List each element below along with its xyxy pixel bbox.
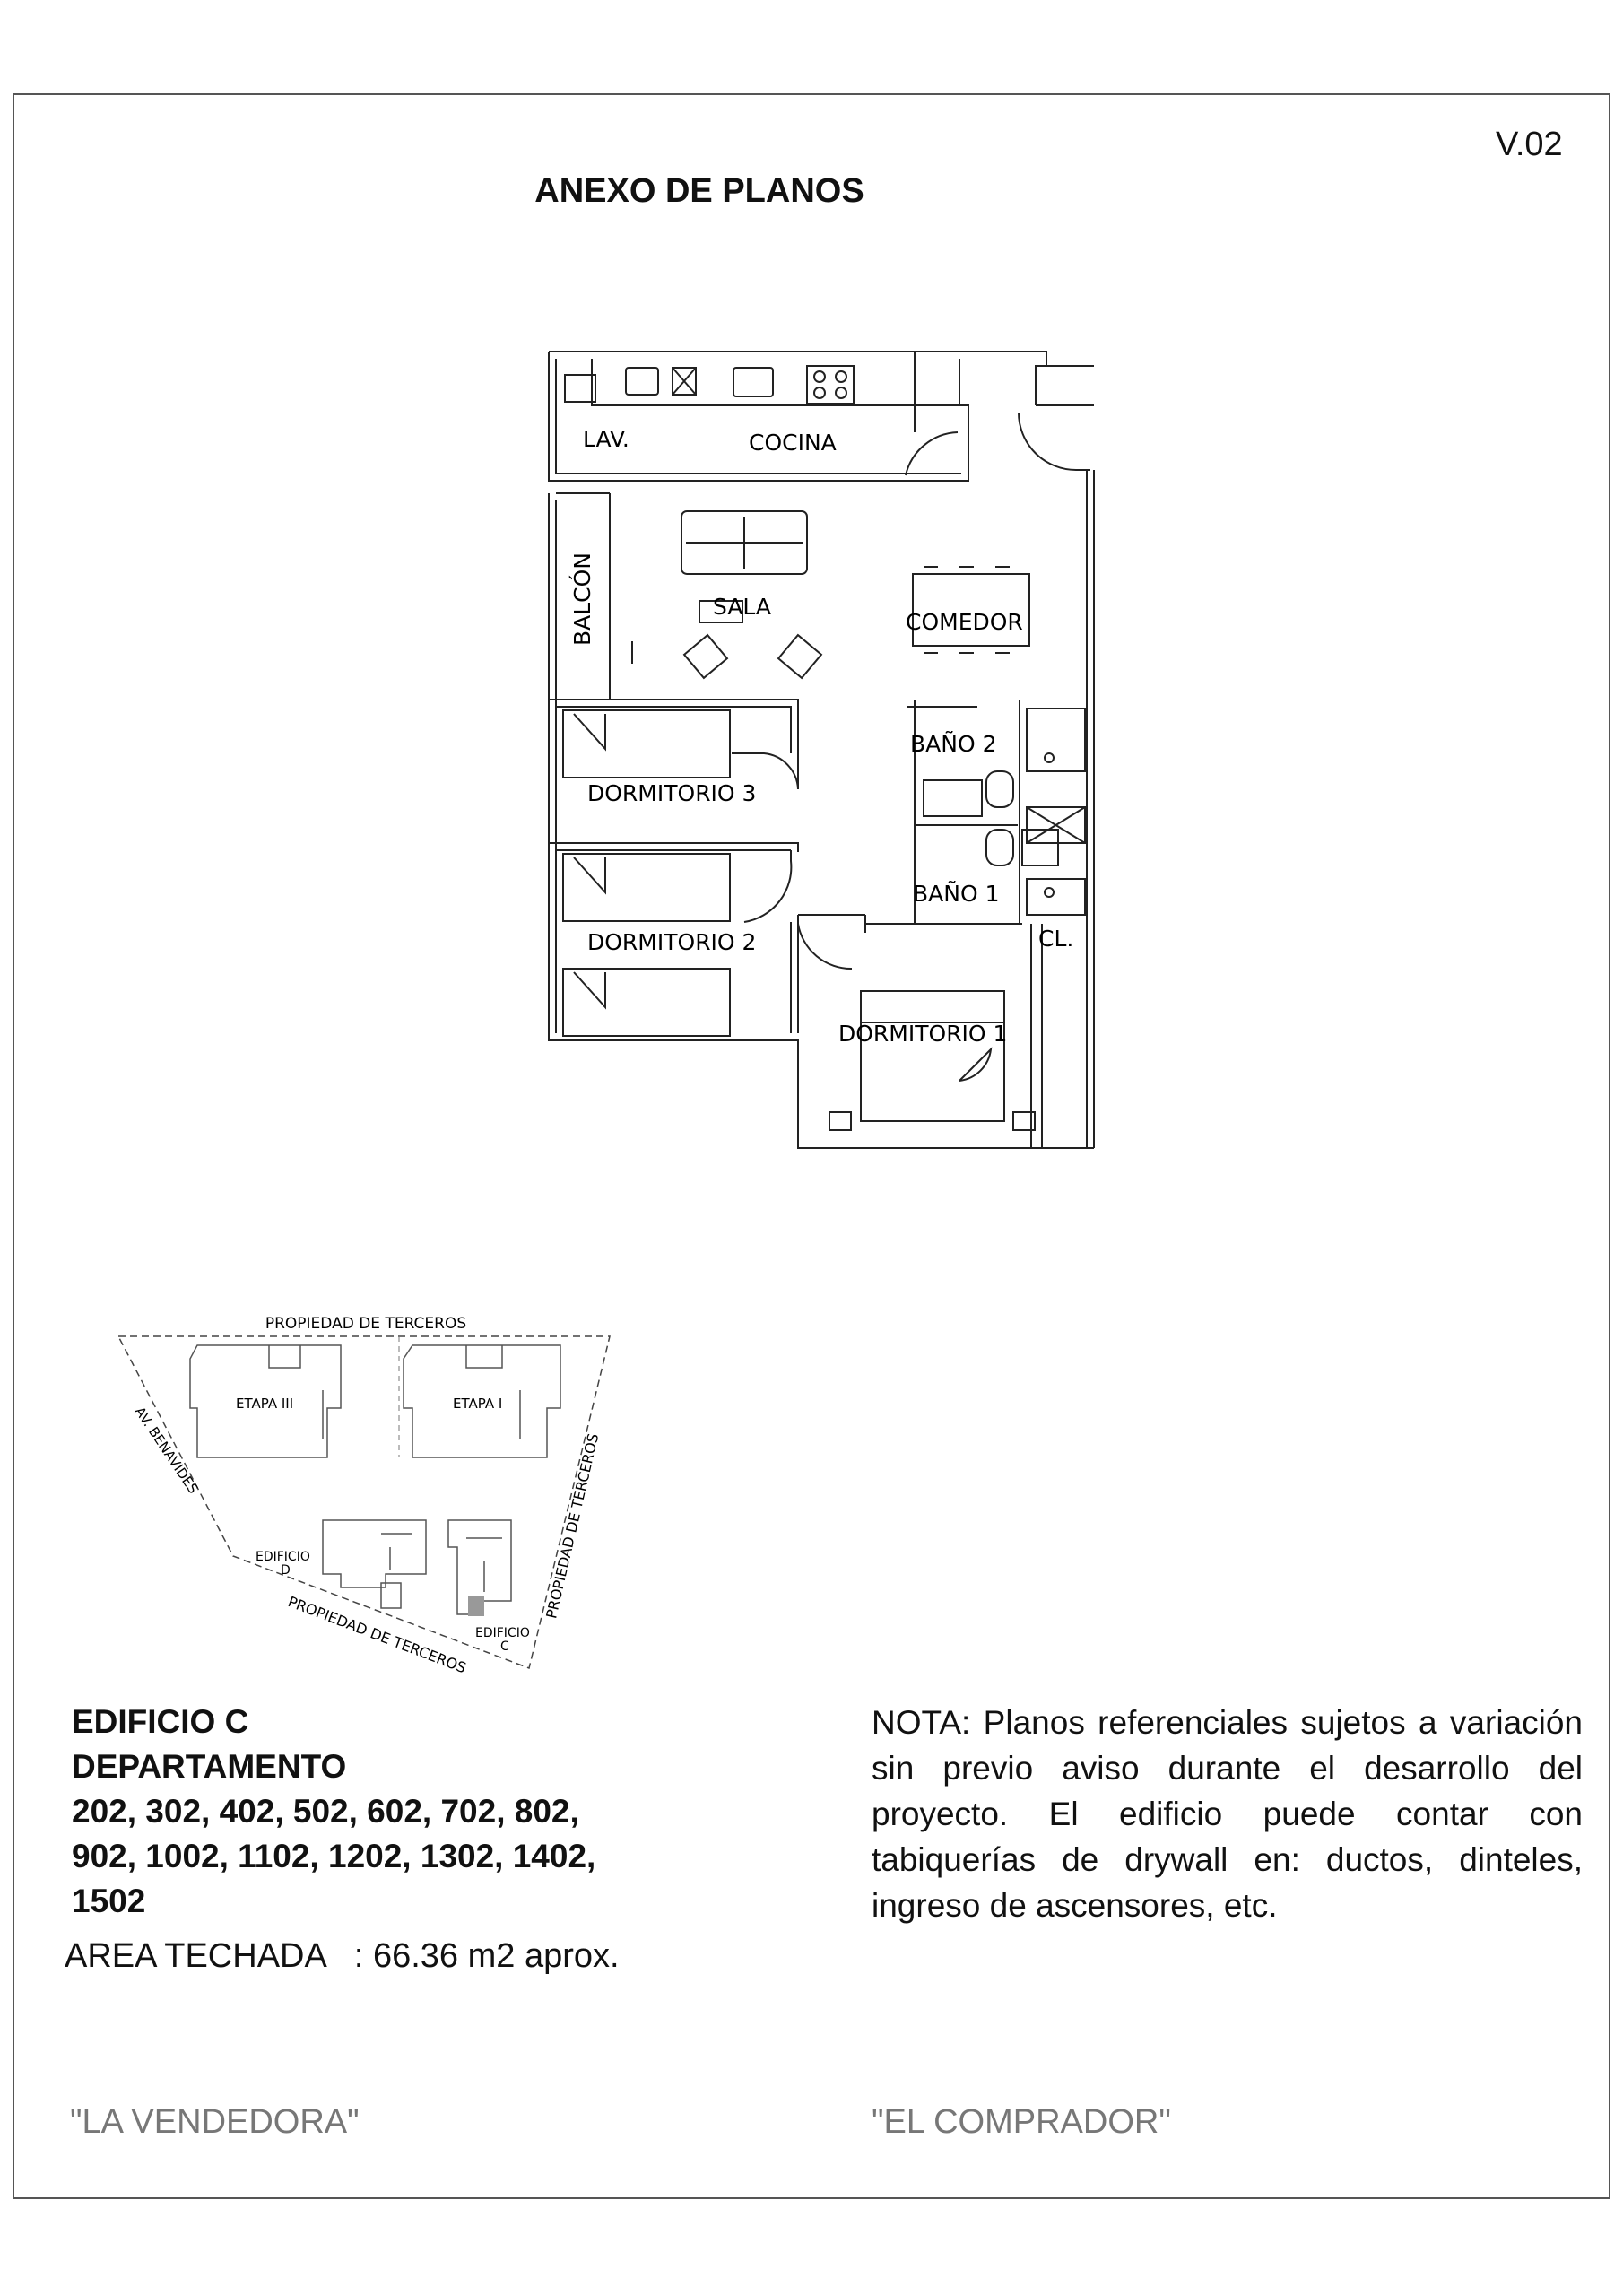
room-label-sala: SALA (713, 594, 772, 620)
site-label-right: PROPIEDAD DE TERCEROS (542, 1431, 603, 1621)
room-label-dorm3: DORMITORIO 3 (587, 780, 757, 806)
room-label-balcon: BALCÓN (569, 552, 595, 647)
page-title-text: ANEXO DE PLANOS (534, 172, 864, 210)
site-label-etapa1: ETAPA I (453, 1396, 503, 1412)
room-label-comedor: COMEDOR (906, 609, 1023, 635)
site-plan (108, 1305, 628, 1682)
floor-plan (538, 341, 1112, 1157)
area-value: : 66.36 m2 aprox. (353, 1937, 620, 1975)
version-label: V.02 (1496, 126, 1563, 163)
units-line-1: 202, 302, 402, 502, 602, 702, 802, (72, 1793, 579, 1830)
area-row (65, 1937, 620, 1976)
buyer-signature-label: "EL COMPRADOR" (872, 2103, 1171, 2141)
note-text: NOTA: Planos referenciales sujetos a variación sin previo aviso durante el desarrollo del proyecto. El edificio puede contar con tabiquerías de drywall en: ductos, dinteles, ingreso de ascensores, etc. (872, 1704, 1583, 1924)
site-label-avenue: AV. BENAVIDES (131, 1404, 202, 1497)
seller-signature-label: "LA VENDEDORA" (70, 2103, 360, 2141)
room-label-cocina: COCINA (749, 430, 837, 456)
room-label-bano2: BAÑO 2 (910, 731, 997, 757)
room-label-lav: LAV. (583, 426, 629, 452)
room-label-dorm2: DORMITORIO 2 (587, 929, 757, 955)
unit-info (72, 1700, 595, 1924)
page-title (0, 172, 1623, 211)
site-label-edificio-d-2: D (281, 1563, 291, 1578)
departamento-label: DEPARTAMENTO (72, 1748, 347, 1785)
site-label-edificio-d-1: EDIFICIO (256, 1550, 310, 1564)
room-label-dorm1: DORMITORIO 1 (838, 1021, 1008, 1047)
area-label: AREA TECHADA (65, 1937, 327, 1975)
room-label-closet: CL. (1038, 926, 1074, 952)
site-label-top: PROPIEDAD DE TERCEROS (265, 1315, 467, 1333)
room-label-bano1: BAÑO 1 (913, 881, 1000, 907)
units-line-3: 1502 (72, 1883, 146, 1919)
edificio-label: EDIFICIO C (72, 1703, 249, 1740)
site-label-etapa3: ETAPA III (236, 1396, 294, 1412)
site-label-bottom: PROPIEDAD DE TERCEROS (285, 1592, 469, 1677)
site-label-edificio-c-2: C (500, 1639, 509, 1654)
site-label-edificio-c-1: EDIFICIO (475, 1626, 530, 1640)
units-line-2: 902, 1002, 1102, 1202, 1302, 1402, (72, 1838, 596, 1874)
